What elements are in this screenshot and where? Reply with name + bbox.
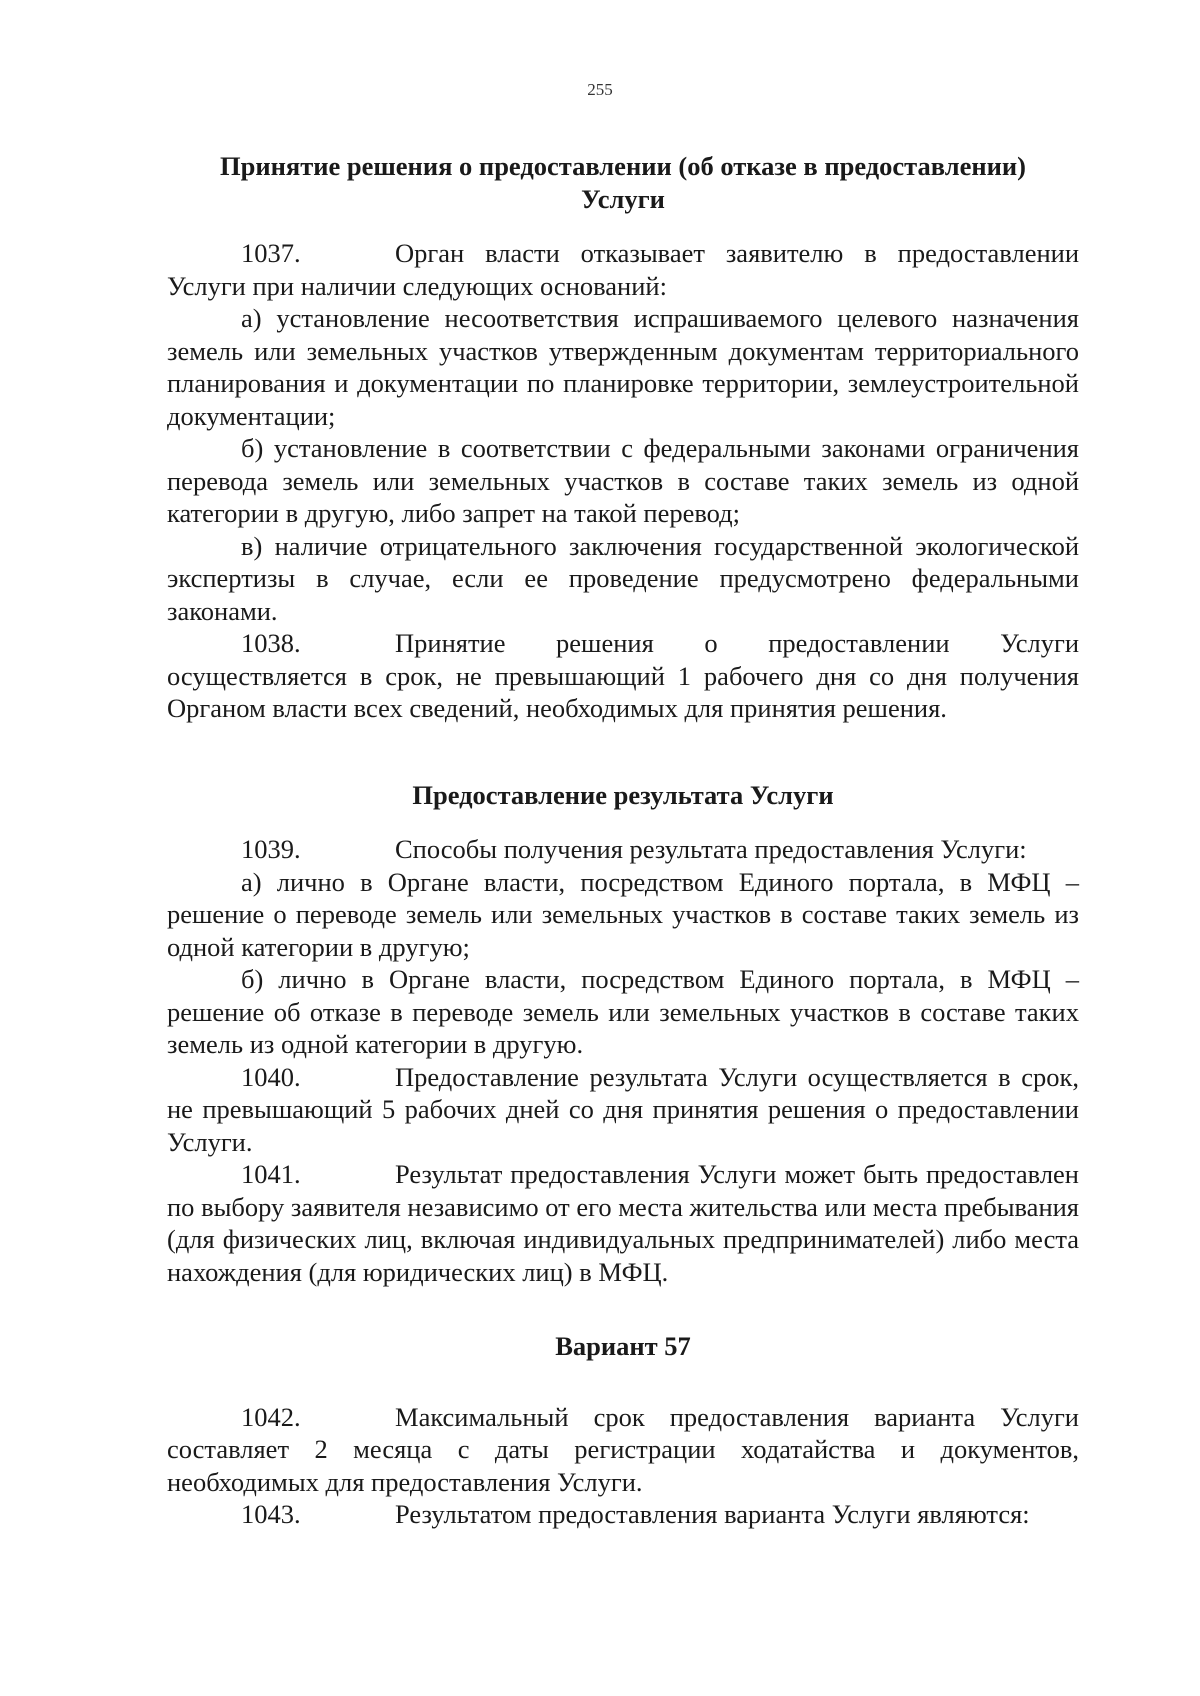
paragraph-number: 1040.	[241, 1061, 301, 1092]
list-item-1037-b: б) установление в соответствии с федеральными законами ограничения перевода земель или земельных участков в составе таких земель из одной категории в другую, либо запрет на такой перевод;	[167, 433, 1079, 528]
paragraph-number: 1038.	[241, 628, 301, 658]
paragraph-number: 1039.	[241, 834, 301, 864]
paragraph-1037	[167, 237, 1079, 302]
list-item-1039-b: б) лично в Органе власти, посредством Единого портала, в МФЦ – решение об отказе в переводе земель или земельных участков в составе таких земель из одной категории в другую.	[167, 964, 1079, 1059]
paragraph-text: Максимальный срок предоставления варианта Услуги составляет 2 месяца с даты регистрации ходатайства и документов, необходимых для предоставления Услуги.	[167, 1401, 1079, 1497]
paragraph-text: Результатом предоставления варианта Услуги являются:	[395, 1499, 1030, 1529]
paragraph-1039	[167, 833, 1079, 866]
paragraph-text: Предоставление результата Услуги осуществляется в срок, не превышающий 5 рабочих дней со дня принятия решения о предоставлении Услуги.	[167, 1061, 1079, 1157]
paragraph-text: Результат предоставления Услуги может быть предоставлен по выбору заявителя независимо от его места жительства или места пребывания (для физических лиц, включая индивидуальных предпринимателей) либо места нахождения (для юридических лиц) в МФЦ.	[167, 1159, 1079, 1287]
paragraph-number: 1042.	[241, 1401, 301, 1432]
paragraph-text: Принятие решения о предоставлении Услуги осуществляется в срок, не превышающий 1 рабочего дня со дня получения Органом власти всех сведений, необходимых для принятия решения.	[167, 628, 1079, 723]
paragraph-1038	[167, 627, 1079, 725]
heading-line: Услуги	[581, 183, 665, 214]
list-item-1037-v: в) наличие отрицательного заключения государственной экологической экспертизы в случае, если ее проведение предусмотрено федеральными законами.	[167, 530, 1079, 626]
paragraph-1041	[167, 1158, 1079, 1288]
list-item-1039-a: а) лично в Органе власти, посредством Единого портала, в МФЦ – решение о переводе земель или земельных участков в составе таких земель из одной категории в другую;	[167, 866, 1079, 962]
paragraph-number: 1041.	[241, 1159, 301, 1189]
page-number: 255	[587, 80, 613, 99]
paragraph-number: 1043.	[241, 1499, 301, 1529]
paragraph-text: Орган власти отказывает заявителю в предоставлении Услуги при наличии следующих оснований:	[167, 238, 1079, 301]
list-item-1037-a: а) установление несоответствия испрашиваемого целевого назначения земель или земельных участков утвержденным документам территориального планирования и документации по планировке территории, землеустроительной документации;	[167, 303, 1079, 431]
paragraph-1043	[167, 1498, 1079, 1531]
section-heading-decision	[167, 150, 1079, 215]
paragraph-text: Способы получения результата предоставления Услуги:	[395, 834, 1027, 864]
section-heading-variant: Вариант 57	[555, 1331, 691, 1361]
section-heading-result: Предоставление результата Услуги	[412, 779, 834, 810]
paragraph-1042	[167, 1401, 1079, 1499]
document-body	[167, 150, 1079, 1531]
paragraph-number: 1037.	[241, 238, 301, 268]
heading-line: Принятие решения о предоставлении (об отказе в предоставлении)	[220, 151, 1026, 181]
paragraph-1040	[167, 1061, 1079, 1159]
